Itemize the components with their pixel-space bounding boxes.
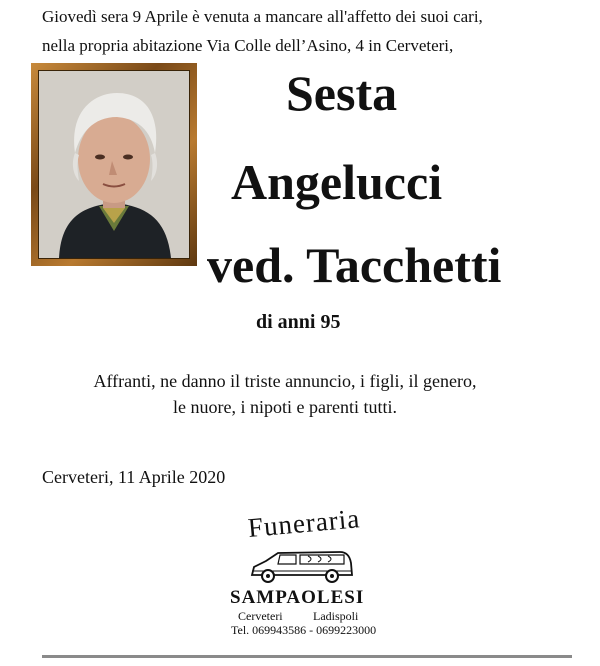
place-date: Cerveteri, 11 Aprile 2020 [42,467,226,487]
intro-line-1: Giovedì sera 9 Aprile è venuta a mancare all'affetto dei suoi cari, [42,7,483,26]
deceased-surname: Angelucci [231,154,443,210]
deceased-age: di anni 95 [256,311,341,333]
portrait-photo [38,70,190,259]
intro-line-2: nella propria abitazione Via Colle dell’Asino, 4 in Cerveteri, [42,36,454,55]
logo-phone: Tel. 069943586 - 0699223000 [231,623,377,637]
announcement-text [0,368,570,420]
logo-company-name: SAMPAOLESI [230,587,365,608]
deceased-first-name: Sesta [286,65,398,121]
hearse-icon [248,547,358,592]
logo-town-cerveteri: Cerveteri [238,609,283,623]
deceased-married-name: ved. Tacchetti [207,237,502,293]
logo-town-ladispoli: Ladispoli [313,609,359,623]
announcement-line-1: Affranti, ne danno il triste annuncio, i figli, il genero, [93,371,477,391]
funeral-home-logo [222,503,398,643]
intro-text [42,2,582,60]
portrait-frame [31,63,197,266]
bottom-divider [42,655,572,658]
announcement-line-2: le nuore, i nipoti e parenti tutti. [173,397,397,417]
logo-title: Funeraria [246,503,362,543]
portrait-image-icon [39,71,189,258]
